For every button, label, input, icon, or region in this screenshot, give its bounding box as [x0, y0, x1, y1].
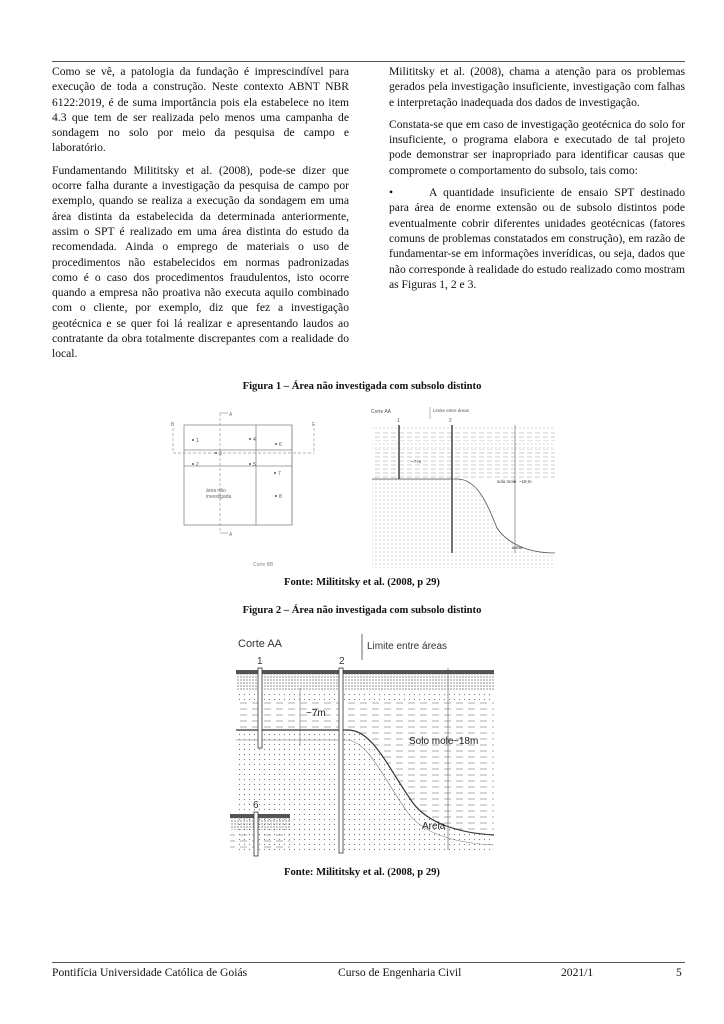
limit-label: Limite entre áreas — [433, 408, 470, 413]
point-2-label: 2 — [449, 418, 452, 424]
bullet-text: A quantidade insuficiente de ensaio SPT destinado para área de enorme extensão ou de subsolo distintos pode eventualmente cobrir diferentes unidades geotécnicas (fatores comuns de problemas constatados em construção), em razão de fundamentar-se em informações inverídicas, ou seja, dados que não corresponde à realidade do estudo realizado como mostram as Figuras 1, 2 e 3. — [389, 186, 685, 291]
footer-page-number: 5 — [676, 966, 682, 979]
bullet-marker: • — [389, 186, 394, 200]
solo-mole-label: solo mole — [497, 479, 517, 484]
figure-2-source: Fonte: Milititsky et al. (2008, p 29) — [284, 867, 440, 878]
point-1-label: 1 — [397, 418, 400, 424]
areia-label: areia — [512, 545, 523, 550]
footer-course: Curso de Engenharia Civil — [338, 966, 462, 979]
depth-18-label: ~18 m — [519, 479, 532, 484]
figure-2-caption: Figura 2 – Área não investigada com subsolo distinto — [242, 605, 482, 616]
depth-18-label: ~18m — [453, 736, 479, 747]
point-label: 7 — [278, 471, 281, 477]
footer-university: Pontifícia Universidade Católica de Goiás — [52, 966, 248, 979]
depth-7-label: ~7 m — [411, 459, 422, 464]
figure-2-section — [228, 628, 498, 864]
paragraph: Constata-se que em caso de investigação geotécnica do solo for insuficiente, o programa elabora e executado de tal projeto pode demonstrar ser inapropriado para identificar causas que compromete o comportamento do subsolo, tais como: — [389, 117, 685, 177]
paragraph: Milititsky et al. (2008), chama a atenção para os problemas gerados pela investigação insuficiente, investigação com falhas e interpretação inadequada dos dados de investigação. — [389, 65, 685, 109]
plan-label-b: B — [171, 422, 175, 428]
corte-aa-label: Corte AA — [371, 409, 392, 415]
point-label: 6 — [279, 442, 282, 448]
point-label: 4 — [253, 437, 256, 443]
point-label: 8 — [279, 494, 282, 500]
paragraph: Fundamentando Milititsky et al. (2008), pode-se dizer que ocorre falha durante a investigação da pesquisa de campo por exemplo, quando se realiza a execução da sondagem em uma área distinta da estabelecida da determinada anteriormente, assim o SPT é realizado em uma área distinta do estudo da recomendada. Ainda o emprego de materiais o uso de procedimentos não estabelecidos em normas padronizadas como é o caso dos procedimentos fraudulentos, isto ocorre quando a empresa não proativa não executa aquilo combinado com o cliente, por exemplo, diz que fez a investigação geotécnica e se quer foi lá realizar e apresentando laudos ao contratante da obra totalmente discrepantes com a realidade do local. — [52, 163, 349, 361]
point-1-label: 1 — [257, 656, 263, 667]
point-2-label: 2 — [339, 656, 345, 667]
right-column — [389, 64, 685, 299]
figure-1-plan — [168, 408, 328, 568]
figure-1-section — [367, 403, 557, 568]
figure-1-source: Fonte: Milititsky et al. (2008, p 29) — [284, 577, 440, 588]
corte-aa-label: Corte AA — [238, 638, 283, 650]
figure-1-caption: Figura 1 – Área não investigada com subsolo distinto — [242, 381, 482, 392]
plan-label-a-top: A — [229, 412, 233, 418]
point-6-label: 6 — [253, 800, 259, 811]
point-label: 3 — [219, 451, 222, 457]
plan-label-e: E — [312, 422, 316, 428]
paragraph: Como se vê, a patologia da fundação é imprescindível para execução de toda a construção. Neste contexto ABNT NBR 6122:2019, é de suma importância pois ela estabelece no item 4.3 que tem de ser realizada pelo menos uma campanha de sondagem no solo por meio da pesquisa de campo e laboratório. — [52, 65, 349, 155]
area-label: área não — [206, 488, 226, 494]
area-label: investigada — [206, 494, 232, 500]
depth-7-label: ~7m — [306, 708, 326, 719]
areia-label: Areia — [422, 821, 446, 832]
solo-mole-label: Solo mole — [409, 736, 454, 747]
point-label: 5 — [253, 462, 256, 468]
plan-label-a-bottom: A — [229, 532, 233, 538]
footer-semester: 2021/1 — [561, 966, 594, 979]
footer-rule — [52, 962, 685, 963]
limit-label: Limite entre áreas — [367, 641, 448, 652]
header-rule — [52, 61, 685, 62]
left-column — [52, 64, 349, 369]
point-label: 2 — [196, 462, 199, 468]
corte-bb-label: Corte BB — [253, 562, 274, 568]
bullet-paragraph — [389, 185, 685, 292]
point-label: 1 — [196, 438, 199, 444]
